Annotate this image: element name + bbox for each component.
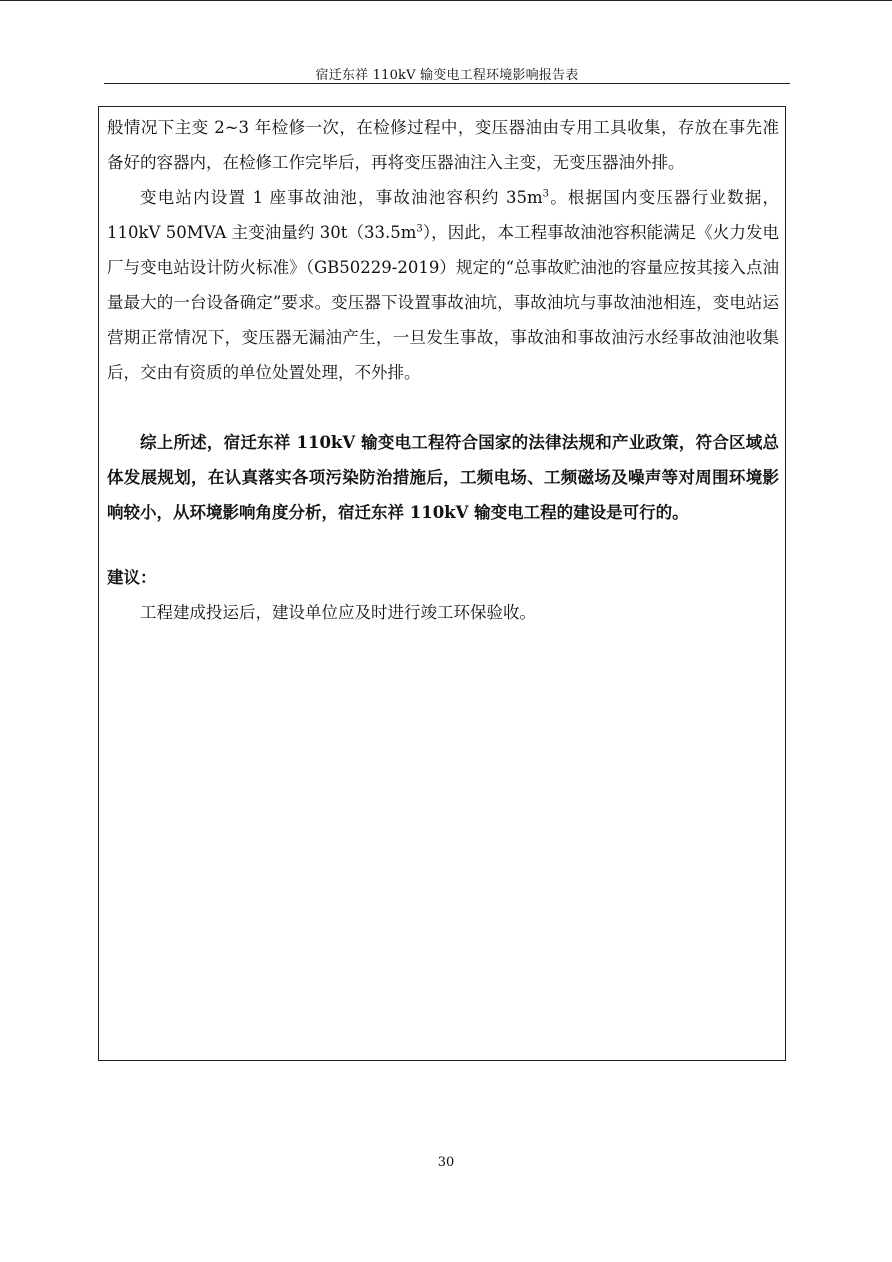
text-segment: 。根据国内变压器行业数据，110kV 50MVA 主变油量约 30t（33.5m [107,188,780,242]
spacer [107,390,779,425]
text-segment: ），因此，本工程事故油池容积能满足《火力发电厂与变电站设计防火标准》（GB50229-2019）规定的“总事故贮油池的容量应按其接入点油量最大的一台设备确定”要求。变压器下设置事故油坑，事故油坑与事故油池相连，变电站运营期正常情况下，变压器无漏油产生，一旦发生事故，事故油和事故油污水经事故油池收集后，交由有资质的单位处置处理，不外排。 [107,223,779,382]
top-border-line [0,0,892,1]
spacer [107,530,779,560]
suggestion-heading: 建议： [107,568,157,587]
superscript: 3 [416,223,423,235]
text-segment: 变电站内设置 1 座事故油池，事故油池容积约 35m [140,188,543,207]
paragraph-conclusion: 综上所述，宿迁东祥 110kV 输变电工程符合国家的法律法规和产业政策，符合区域总体发展规划，在认真落实各项污染防治措施后，工频电场、工频磁场及噪声等对周围环境影响较小，从环境影响角度分析，宿迁东祥 110kV 输变电工程的建设是可行的。 [107,433,779,522]
header-rule [104,83,790,84]
content-body [107,110,779,630]
page-number: 30 [437,1155,455,1170]
superscript: 3 [542,188,549,200]
suggestion-text: 工程建成投运后，建设单位应及时进行竣工环保验收。 [140,603,536,622]
paragraph-accident-oil-pool [107,180,779,390]
page-header-title: 宿迁东祥 110kV 输变电工程环境影响报告表 [315,68,579,83]
paragraph-maintenance: 般情况下主变 2~3 年检修一次，在检修过程中，变压器油由专用工具收集，存放在事先准备好的容器内，在检修工作完毕后，再将变压器油注入主变，无变压器油外排。 [107,118,779,172]
